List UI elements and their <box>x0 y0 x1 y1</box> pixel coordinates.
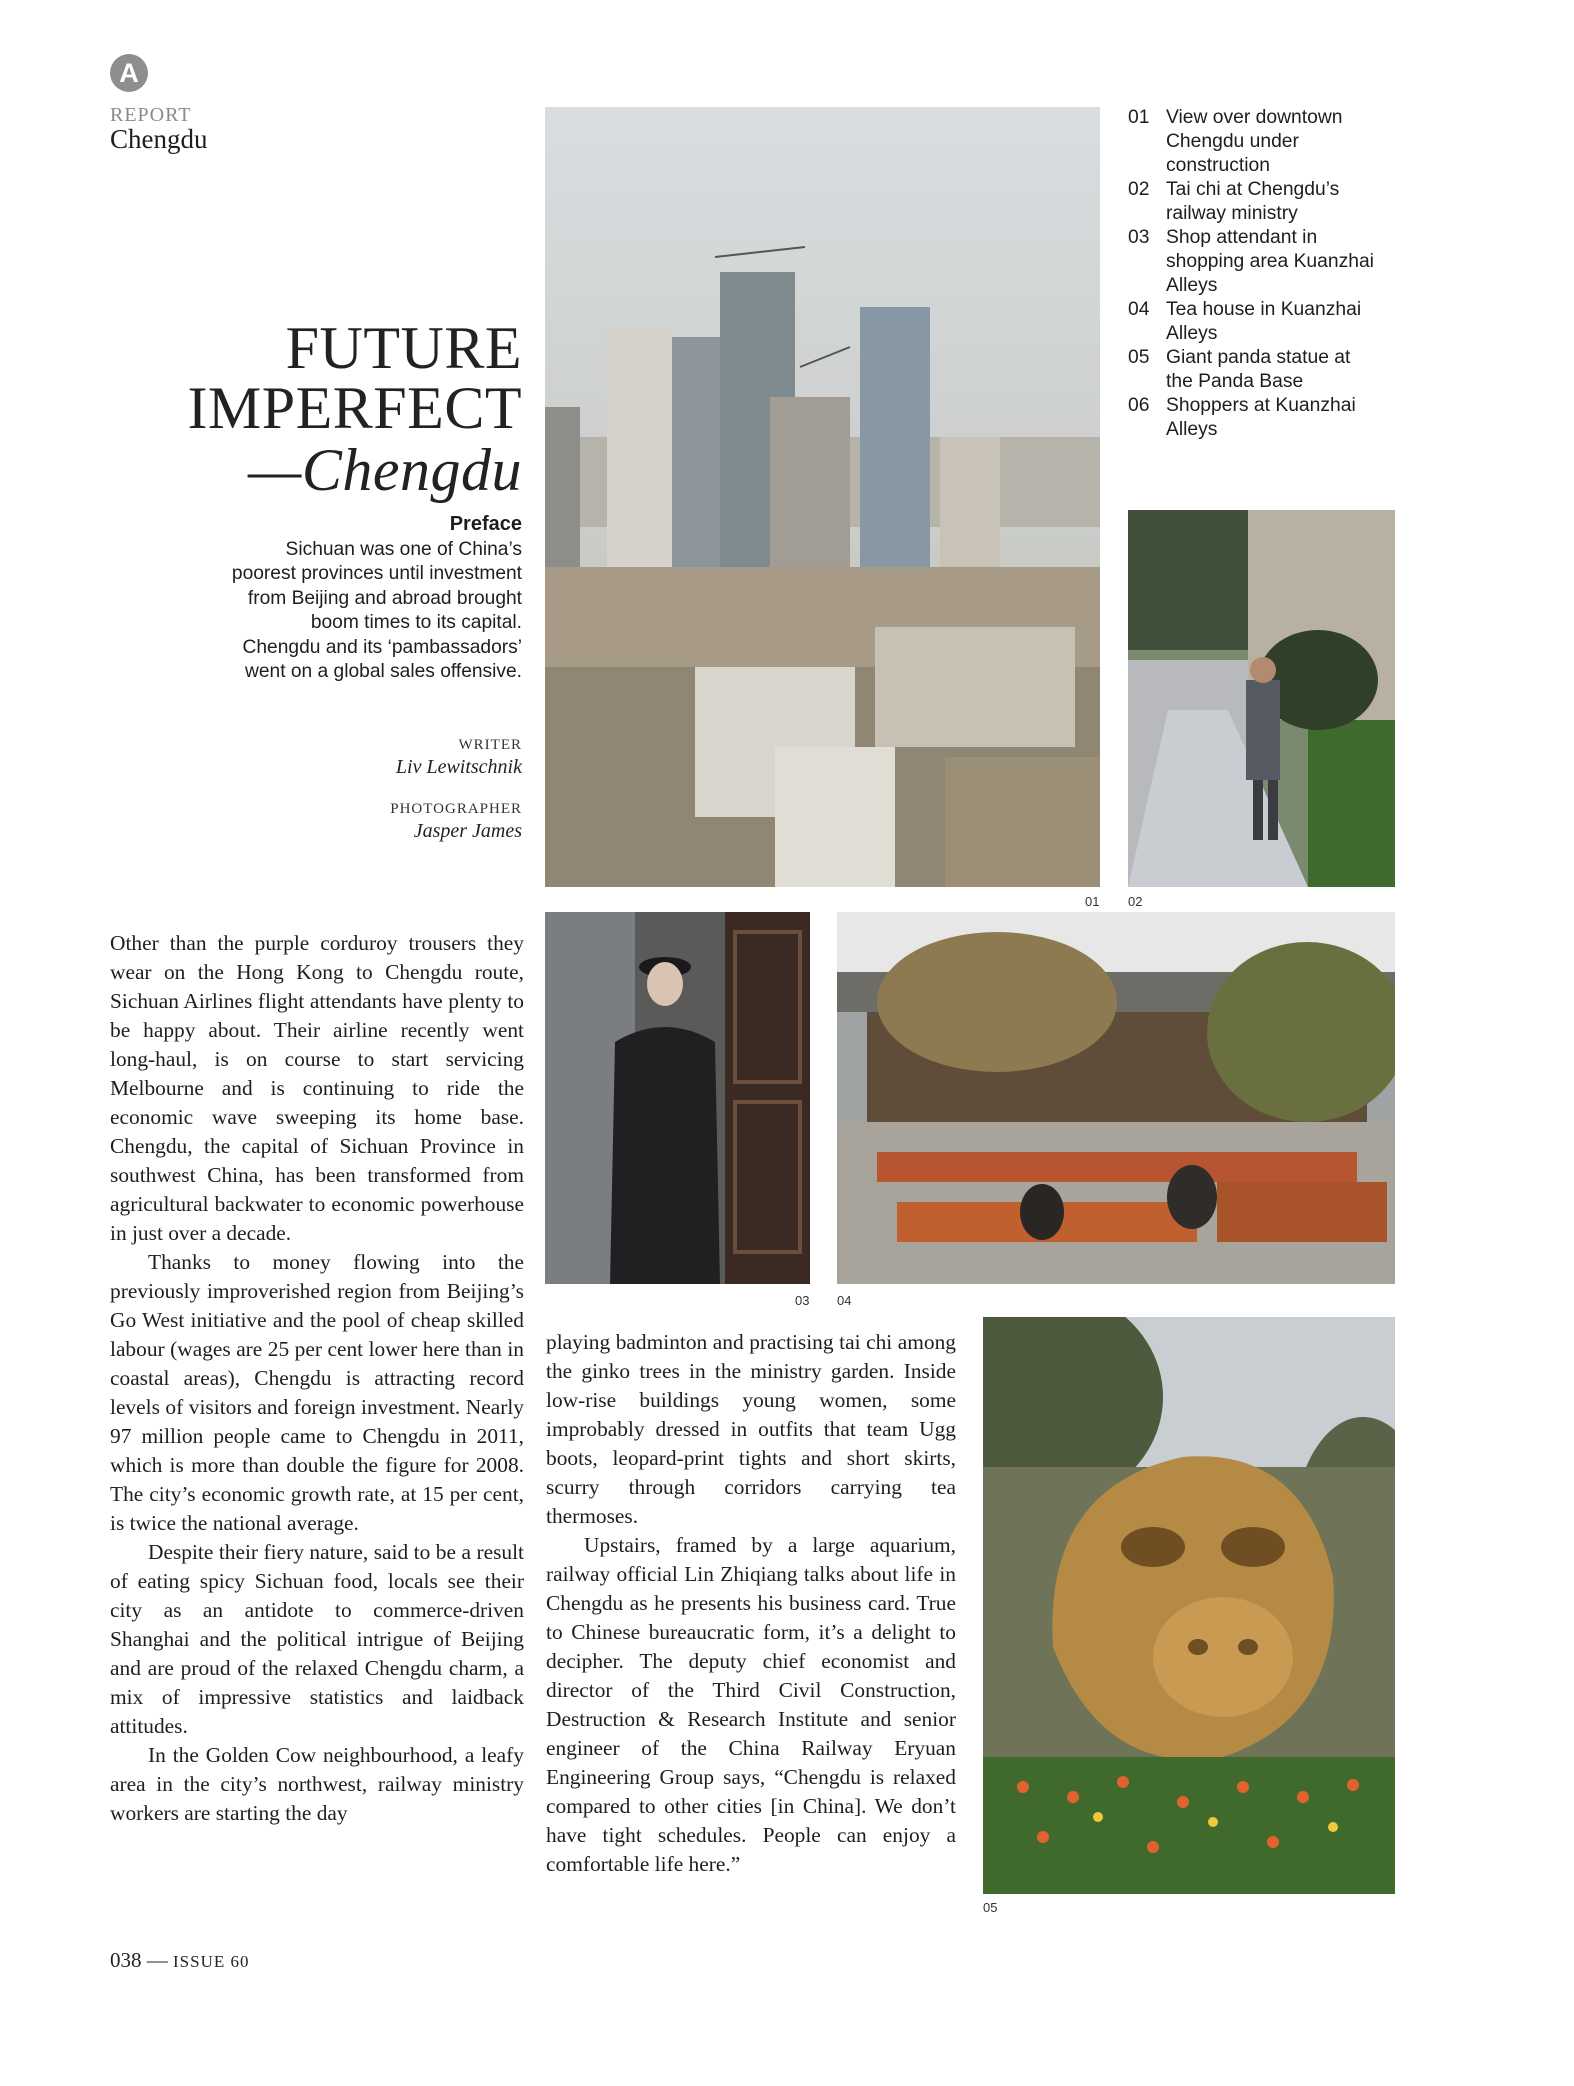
photographer-name: Jasper James <box>413 820 522 842</box>
issue-number: ISSUE 60 <box>173 1952 250 1971</box>
section-city: Chengdu <box>110 124 208 154</box>
article-column-2 <box>546 1328 956 1879</box>
section-kicker: REPORT <box>110 104 192 126</box>
photo-tea-house <box>837 912 1395 1284</box>
photo-skyline <box>545 107 1100 887</box>
caption-item: 05 Giant panda statue at the Panda Base <box>1128 347 1351 392</box>
page-number: 038 — <box>110 1948 168 1972</box>
article-paragraph: playing badminton and practising tai chi among the ginko trees in the ministry garden. Inside low-rise buildings young women, some improbably dressed in outfits that team Ugg boots, leopard-print tights and short skirts, scurry through corridors carrying tea thermoses. <box>546 1330 956 1528</box>
caption-item: 03 Shop attendant in shopping area Kuanzhai Alleys <box>1128 227 1374 296</box>
photo-number: 04 <box>837 1293 852 1308</box>
preface-title: Preface <box>449 513 522 535</box>
caption-list <box>1128 106 1378 442</box>
writer-label: WRITER <box>458 737 522 753</box>
photo-tai-chi <box>1128 510 1395 887</box>
headline-city: —Chengdu <box>248 437 522 503</box>
article-paragraph: Thanks to money flowing into the previously improverished region from Beijing’s Go West initiative and the pool of cheap skilled labour (wages are 25 per cent lower here than in coastal areas), Chengdu is attracting record levels of visitors and foreign investment. Nearly 97 million people came to Chengdu in 2011, which is more than double the figure for 2008. The city’s economic growth rate, at 15 per cent, is twice the national average. <box>110 1250 524 1535</box>
caption-item: 01 View over downtown Chengdu under construction <box>1128 107 1343 176</box>
article-column-1 <box>110 929 524 1828</box>
photo-number: 03 <box>795 1293 810 1308</box>
article-paragraph: Other than the purple corduroy trousers they wear on the Hong Kong to Chengdu route, Sichuan Airlines flight attendants have plenty to be happy about. Their airline recently went long-haul, is on course to start servicing Melbourne and is continuing to ride the economic wave sweeping its home base. Chengdu, the capital of Sichuan Province in southwest China, has been transformed from agricultural backwater to economic powerhouse in just over a decade. <box>110 931 524 1245</box>
photo-number: 05 <box>983 1900 998 1915</box>
caption-item: 02 Tai chi at Chengdu’s railway ministry <box>1128 179 1340 224</box>
headline <box>110 315 522 503</box>
caption-item: 06 Shoppers at Kuanzhai Alleys <box>1128 395 1356 440</box>
photo-shop-attendant <box>545 912 810 1284</box>
preface-text: Sichuan was one of China’s poorest provinces until investment from Beijing and abroad brought boom times to its capital. Chengdu and its ‘pambassadors’ went on a global sales offensive. <box>231 539 522 683</box>
article-paragraph: In the Golden Cow neighbourhood, a leafy area in the city’s northwest, railway ministry workers are starting the day <box>110 1743 524 1825</box>
folio <box>110 1948 249 1973</box>
headline-line-1: FUTURE <box>285 315 522 381</box>
photo-number: 01 <box>1085 894 1100 909</box>
caption-item: 04 Tea house in Kuanzhai Alleys <box>1128 299 1362 344</box>
photo-panda-statue <box>983 1317 1395 1894</box>
headline-line-2: IMPERFECT <box>187 375 522 441</box>
article-paragraph: Upstairs, framed by a large aquarium, railway official Lin Zhiqiang talks about life in Chengdu as he presents his business card. True to Chinese bureaucratic form, it’s a delight to decipher. The deputy chief economist and director of the Third Civil Construction, Destruction & Research Institute and senior engineer of the China Railway Eryuan Engineering Group says, “Chengdu is relaxed compared to other cities [in China]. We don’t have tight schedules. People can enjoy a comfortable life here.” <box>546 1533 956 1876</box>
article-paragraph: Despite their fiery nature, said to be a result of eating spicy Sichuan food, locals see their city as an antidote to commerce-driven Shanghai and the political intrigue of Beijing and are proud of the relaxed Chengdu charm, a mix of impressive statistics and laidback attitudes. <box>110 1540 524 1738</box>
writer-name: Liv Lewitschnik <box>395 756 522 778</box>
photographer-label: PHOTOGRAPHER <box>390 801 522 817</box>
section-badge: A <box>110 54 148 92</box>
photo-number: 02 <box>1128 894 1143 909</box>
